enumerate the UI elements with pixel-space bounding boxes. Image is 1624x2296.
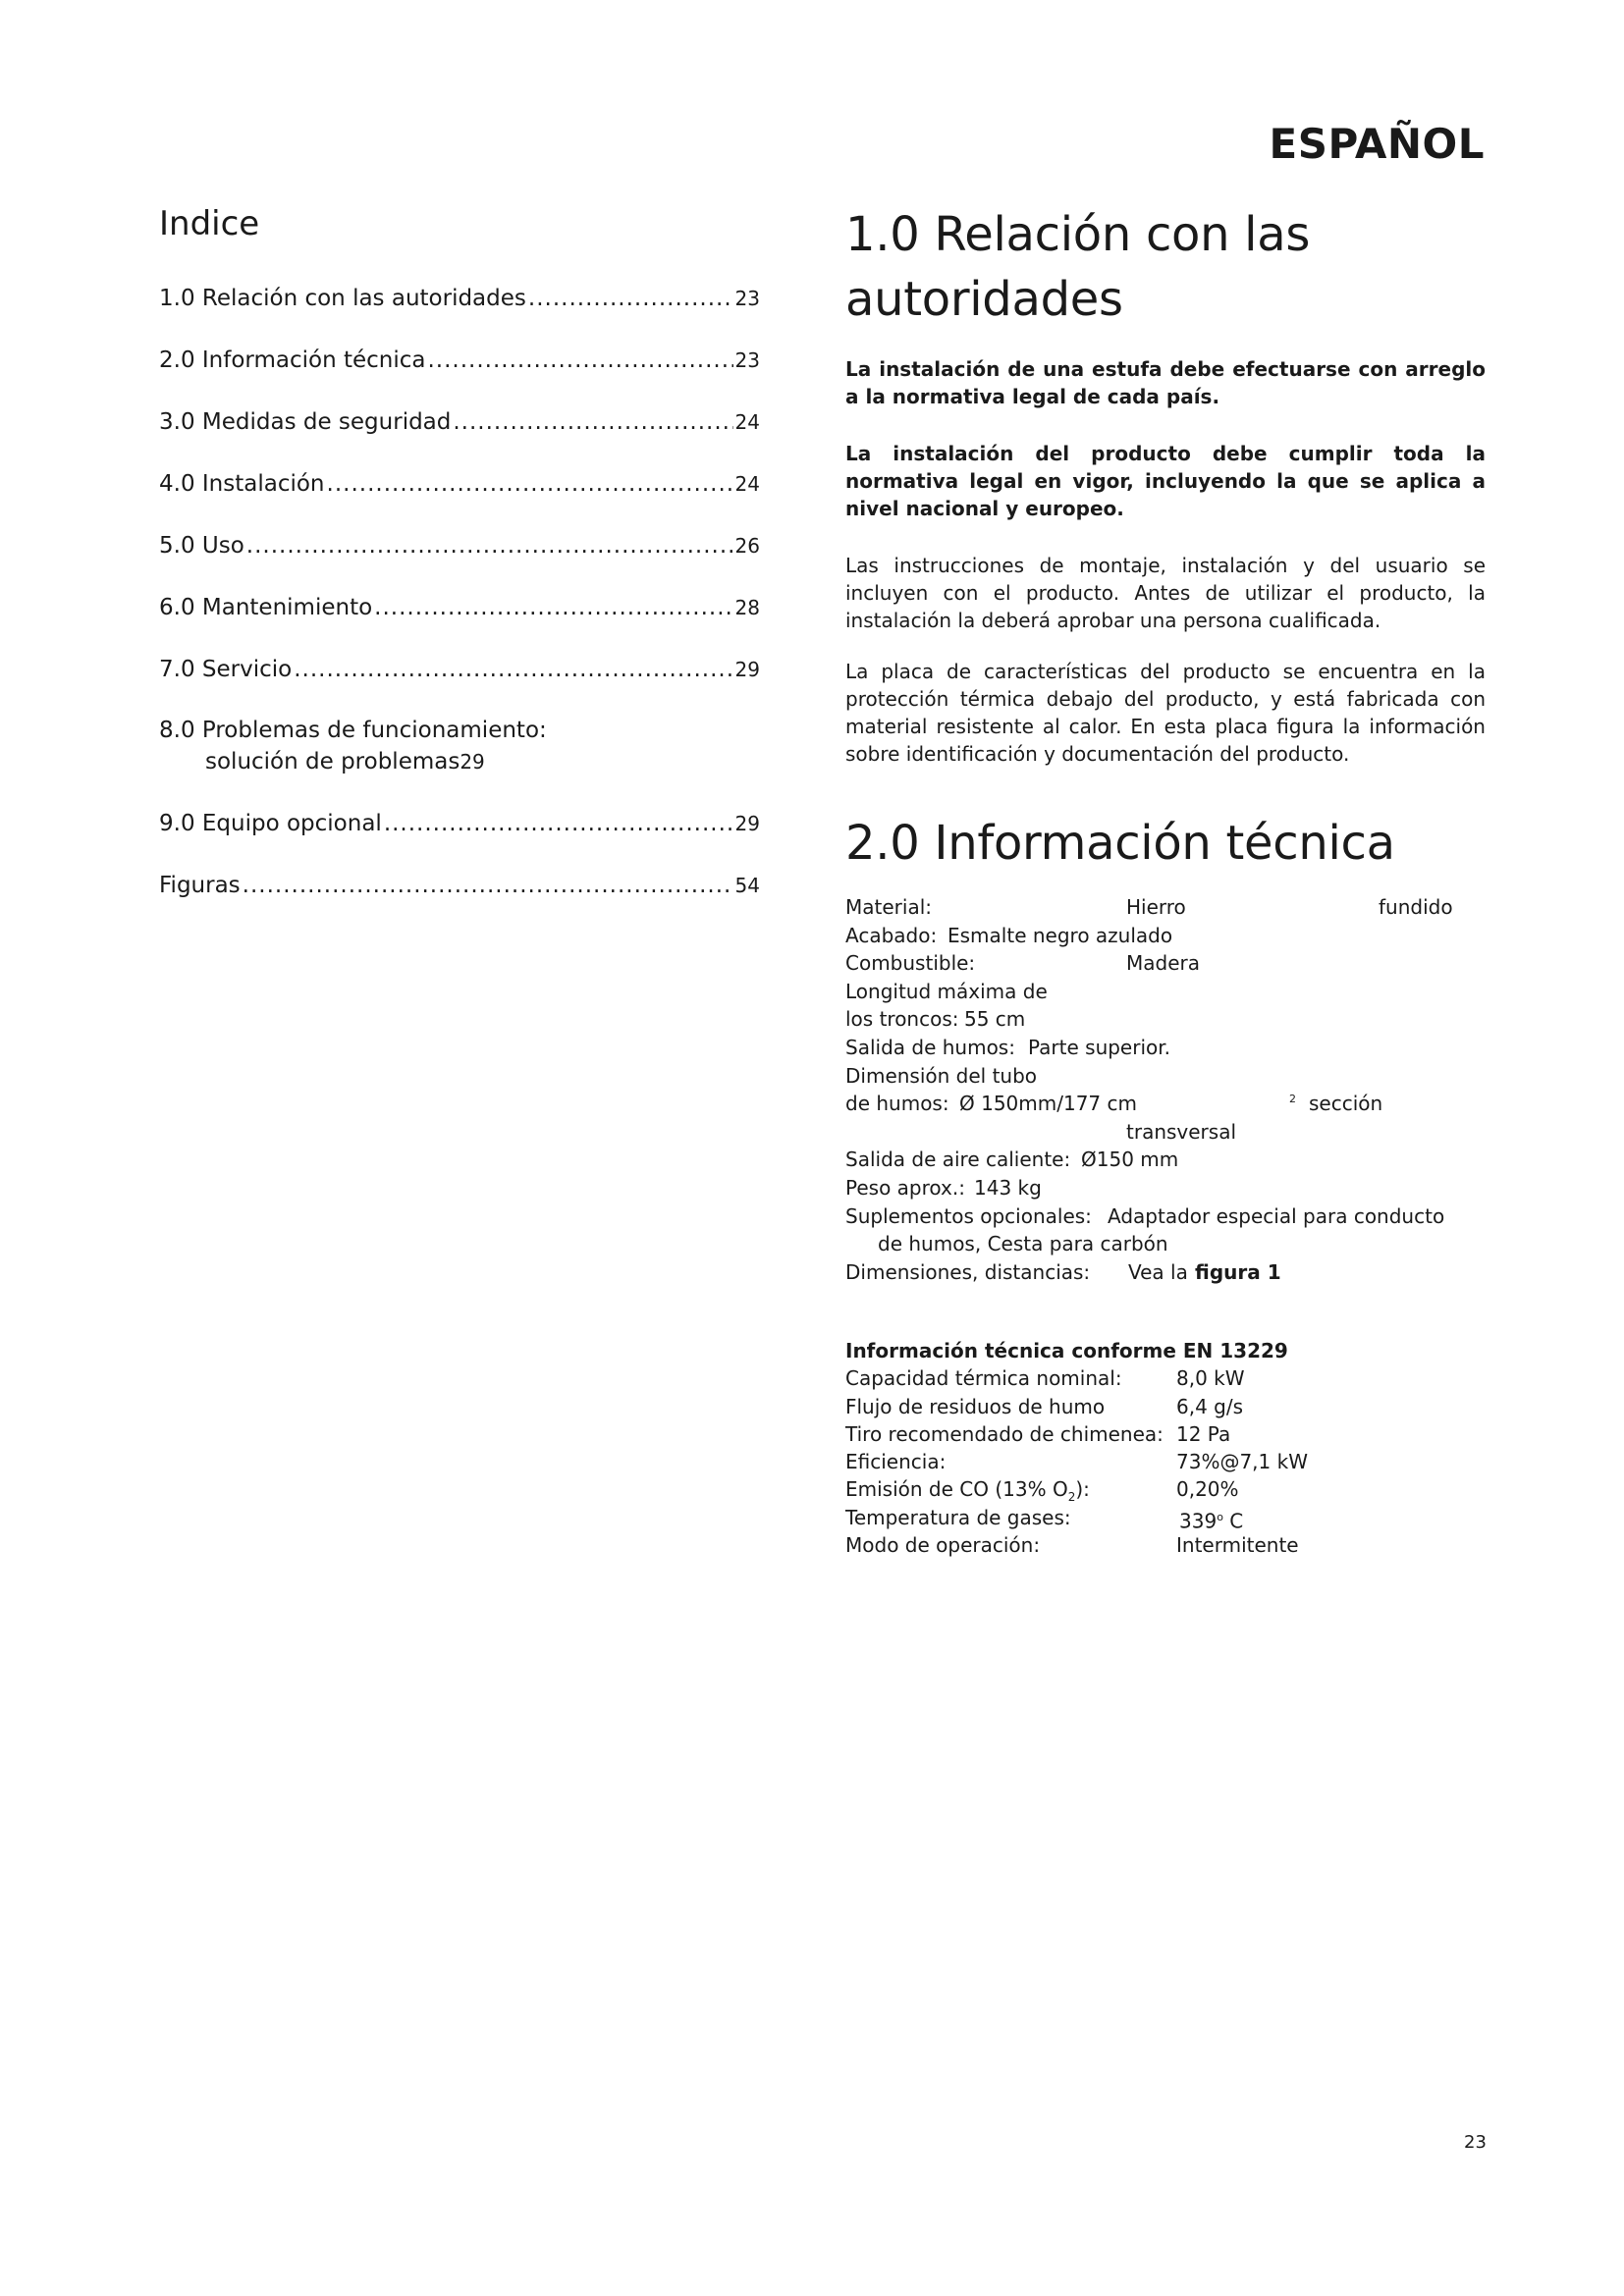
technical-specs bbox=[845, 893, 1493, 1286]
spec-label: Combustible: bbox=[845, 951, 976, 976]
table-row bbox=[845, 1448, 1493, 1475]
row-value: 0,20% bbox=[1176, 1477, 1239, 1502]
toc-dot-leader bbox=[294, 657, 732, 682]
spec-row bbox=[845, 949, 1493, 978]
table-row bbox=[845, 1531, 1493, 1559]
row-value: 6,4 g/s bbox=[1176, 1394, 1244, 1418]
row-value: Intermitente bbox=[1176, 1533, 1299, 1558]
spec-value: fundido bbox=[1379, 895, 1453, 919]
row-label: Temperatura de gases: bbox=[845, 1505, 1071, 1529]
spec-row bbox=[845, 1005, 1493, 1034]
toc-item-page: 24 bbox=[734, 472, 760, 496]
toc-dot-leader bbox=[327, 471, 733, 497]
spec-label: Dimensión del tubo bbox=[845, 1063, 1038, 1088]
spec-row bbox=[845, 1174, 1493, 1202]
spec-label: de humos: bbox=[845, 1092, 949, 1116]
row-label: Modo de operación: bbox=[845, 1533, 1041, 1558]
spec-value: 143 kg bbox=[974, 1175, 1042, 1200]
spec-row bbox=[845, 922, 1493, 950]
section-title: 2.0 Información técnica bbox=[845, 816, 1395, 871]
spec-row bbox=[845, 1034, 1493, 1062]
toc-item-page: 29 bbox=[734, 812, 760, 835]
table-title: Información técnica conforme EN 13229 bbox=[845, 1339, 1288, 1362]
table-row bbox=[845, 1364, 1493, 1392]
toc-item-label: 8.0 Problemas de funcionamiento: bbox=[159, 718, 547, 743]
row-label: Eficiencia: bbox=[845, 1450, 947, 1474]
table-of-contents bbox=[159, 204, 760, 934]
toc-dot-leader bbox=[384, 811, 733, 836]
spec-value: Madera bbox=[1126, 951, 1200, 976]
section-title: 1.0 Relación con las autoridades bbox=[845, 207, 1311, 327]
toc-item[interactable] bbox=[159, 594, 760, 656]
spec-value: Parte superior. bbox=[1028, 1035, 1170, 1059]
row-value: 339$^o$ C bbox=[1179, 1509, 1244, 1533]
subscript: 2 bbox=[1067, 1490, 1076, 1505]
toc-item-label: 3.0 Medidas de seguridad bbox=[159, 409, 452, 435]
toc-dot-leader bbox=[453, 409, 732, 435]
spec-label: los troncos: bbox=[845, 1007, 959, 1032]
row-value: 12 Pa bbox=[1176, 1421, 1231, 1446]
language-heading: ESPAÑOL bbox=[1269, 120, 1485, 168]
paragraph: La instalación de una estufa debe efectuarse con arreglo a la normativa legal de cada país. bbox=[845, 357, 1486, 408]
toc-dot-leader bbox=[243, 873, 733, 898]
paragraph: La placa de características del producto se encuentra en la protección térmica debajo del producto, y está fabricada con material resistente al calor. En esta placa figura la información sobre identificación y documentación del producto. bbox=[845, 660, 1486, 766]
spec-label: Dimensiones, distancias: bbox=[845, 1259, 1091, 1284]
spec-row bbox=[845, 893, 1493, 922]
spec-row bbox=[845, 1062, 1493, 1091]
row-label: Capacidad térmica nominal: bbox=[845, 1366, 1122, 1391]
toc-item[interactable] bbox=[159, 810, 760, 872]
spec-row bbox=[845, 1230, 1493, 1258]
toc-title: Indice bbox=[159, 204, 260, 243]
spec-label: Acabado: bbox=[845, 923, 938, 947]
toc-item-page: 28 bbox=[734, 596, 760, 619]
toc-item[interactable] bbox=[159, 470, 760, 532]
toc-item-label-continued: solución de problemas bbox=[205, 749, 460, 774]
row-label: Flujo de residuos de humo bbox=[845, 1394, 1106, 1418]
toc-dot-leader bbox=[374, 595, 732, 620]
toc-item[interactable] bbox=[159, 408, 760, 470]
toc-item[interactable] bbox=[159, 656, 760, 718]
table-row bbox=[845, 1475, 1493, 1503]
toc-item-page: 54 bbox=[734, 874, 760, 897]
figure-reference[interactable]: figura 1 bbox=[1195, 1259, 1281, 1284]
row-value: 8,0 kW bbox=[1176, 1366, 1245, 1391]
toc-item[interactable] bbox=[159, 872, 760, 934]
spec-value: Hierro bbox=[1126, 895, 1186, 919]
table-row bbox=[845, 1393, 1493, 1420]
toc-item-label: 9.0 Equipo opcional bbox=[159, 811, 382, 836]
toc-item[interactable] bbox=[159, 347, 760, 408]
toc-item[interactable] bbox=[159, 718, 760, 810]
toc-item-label: 4.0 Instalación bbox=[159, 471, 325, 497]
row-label: Emisión de CO (13% $O_2$): bbox=[845, 1477, 1090, 1505]
table-row bbox=[845, 1420, 1493, 1448]
spec-value: 55 cm bbox=[964, 1007, 1026, 1032]
toc-item[interactable] bbox=[159, 285, 760, 347]
toc-item-label: 7.0 Servicio bbox=[159, 657, 293, 682]
spec-value: Ø150 mm bbox=[1081, 1148, 1179, 1172]
spec-row bbox=[845, 1118, 1493, 1147]
en13229-table bbox=[845, 1337, 1493, 1559]
spec-label: Peso aprox.: bbox=[845, 1175, 965, 1200]
paragraph: La instalación del producto debe cumplir toda la normativa legal en vigor, incluyendo la que se aplica a nivel nacional y europeo. bbox=[845, 442, 1486, 520]
paragraph: Las instrucciones de montaje, instalación y del usuario se incluyen con el producto. Antes de utilizar el producto, la instalación la deberá aprobar una persona cualificada. bbox=[845, 554, 1486, 632]
toc-item-label: Figuras bbox=[159, 873, 241, 898]
toc-item-page: 29 bbox=[734, 658, 760, 681]
spec-row bbox=[845, 978, 1493, 1006]
spec-label: Salida de humos: bbox=[845, 1035, 1015, 1059]
spec-value: de humos, Cesta para carbón bbox=[878, 1232, 1168, 1256]
toc-item-label: 6.0 Mantenimiento bbox=[159, 595, 373, 620]
spec-label: Material: bbox=[845, 895, 932, 919]
toc-item[interactable] bbox=[159, 532, 760, 594]
spec-row bbox=[845, 1090, 1493, 1118]
spec-value: Vea la bbox=[1128, 1259, 1188, 1284]
page-number: 23 bbox=[1464, 2132, 1487, 2153]
toc-item-page: 26 bbox=[734, 534, 760, 558]
superscript: 2 bbox=[1289, 1093, 1296, 1106]
toc-item-label: 5.0 Uso bbox=[159, 533, 244, 559]
degree-superscript: o bbox=[1217, 1510, 1223, 1523]
row-value: 73%@7,1 kW bbox=[1176, 1450, 1308, 1474]
spec-label: Longitud máxima de bbox=[845, 979, 1048, 1003]
section-authorities bbox=[845, 202, 1486, 791]
row-label: Tiro recomendado de chimenea: bbox=[845, 1421, 1164, 1446]
toc-item-label: 2.0 Información técnica bbox=[159, 347, 426, 373]
toc-item-page: 29 bbox=[460, 750, 485, 774]
spec-row bbox=[845, 1202, 1493, 1231]
spec-value: Esmalte negro azulado bbox=[947, 923, 1173, 947]
spec-value: sección bbox=[1309, 1092, 1383, 1116]
spec-value: Ø 150mm/177 cm bbox=[959, 1092, 1137, 1116]
toc-item-page: 23 bbox=[734, 287, 760, 310]
toc-item-page: 24 bbox=[734, 410, 760, 434]
toc-dot-leader bbox=[528, 286, 733, 311]
toc-item-label: 1.0 Relación con las autoridades bbox=[159, 286, 526, 311]
table-row bbox=[845, 1504, 1493, 1531]
toc-item-page: 23 bbox=[734, 348, 760, 372]
spec-label: Suplementos opcionales: bbox=[845, 1203, 1092, 1228]
spec-value: transversal bbox=[1126, 1119, 1237, 1144]
spec-label: Salida de aire caliente: bbox=[845, 1148, 1071, 1172]
toc-dot-leader bbox=[246, 533, 733, 559]
spec-row bbox=[845, 1258, 1493, 1287]
spec-row bbox=[845, 1146, 1493, 1174]
toc-dot-leader bbox=[428, 347, 733, 373]
spec-value: Adaptador especial para conducto bbox=[1108, 1203, 1445, 1228]
